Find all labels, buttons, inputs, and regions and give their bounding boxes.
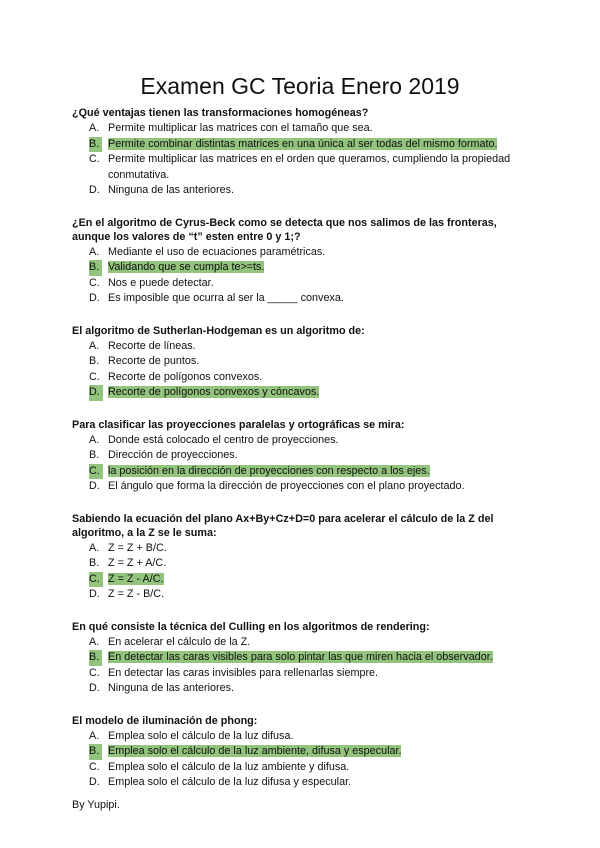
option-c: [72, 666, 532, 682]
option-d: [72, 681, 532, 697]
option-b-correct: [72, 137, 532, 153]
question-3: [72, 324, 532, 401]
option-a: [72, 635, 532, 651]
option-letter: A.: [89, 635, 100, 648]
option-text: Es imposible que ocurra al ser la _____ convexa.: [108, 292, 344, 304]
option-text: Z = Z + B/C.: [108, 541, 167, 554]
option-c: [72, 152, 532, 183]
option-c: [72, 276, 532, 292]
option-a: [72, 339, 532, 355]
question-text: El modelo de iluminación de phong:: [72, 714, 258, 727]
option-letter: B.: [89, 650, 102, 666]
option-letter: C.: [89, 153, 100, 165]
author-footer: By Yupipi.: [72, 799, 120, 811]
option-letter: B.: [89, 744, 102, 760]
question-list: [72, 106, 532, 808]
option-text: Emplea solo el cálculo de la luz ambiente, difusa y especular.: [108, 745, 402, 757]
question-text: El algoritmo de Sutherlan-Hodgeman es un algoritmo de:: [72, 324, 365, 337]
option-a: [72, 433, 532, 449]
option-letter: A.: [89, 339, 100, 352]
option-d: [72, 775, 532, 791]
option-text: Recorte de polígonos convexos.: [108, 370, 263, 383]
option-text: En acelerar el cálculo de la Z.: [108, 635, 251, 648]
option-text: Dirección de proyecciones.: [108, 449, 238, 461]
option-letter: C.: [89, 370, 100, 383]
question-text: ¿En el algoritmo de Cyrus-Beck como se detecta que nos salimos de las fronteras, aunque los valores de “t” esten entre 0 y 1;?: [72, 216, 497, 243]
option-d: [72, 183, 532, 199]
option-b-correct: [72, 260, 532, 276]
option-text: Recorte de polígonos convexos y cóncavos.: [108, 386, 320, 398]
option-a: [72, 245, 532, 261]
option-text: Z = Z - B/C.: [108, 588, 165, 600]
option-c: [72, 760, 532, 776]
option-c-correct: [72, 572, 532, 588]
option-b: [72, 556, 532, 572]
option-text: Validando que se cumpla te>=ts.: [108, 261, 265, 273]
option-letter: D.: [89, 184, 100, 196]
option-letter: B.: [89, 557, 100, 569]
option-b: [72, 354, 532, 370]
option-letter: D.: [89, 682, 100, 694]
page-title: Examen GC Teoria Enero 2019: [140, 73, 460, 99]
option-text: Mediante el uso de ecuaciones paramétricas.: [108, 245, 326, 258]
option-c-correct: [72, 464, 532, 480]
option-letter: A.: [89, 245, 100, 258]
option-text: Ninguna de las anteriores.: [108, 682, 235, 694]
option-letter: B.: [89, 260, 102, 276]
option-letter: D.: [89, 292, 100, 304]
option-letter: C.: [89, 276, 100, 289]
option-text: Emplea solo el cálculo de la luz difusa.: [108, 729, 294, 742]
option-letter: C.: [89, 760, 100, 773]
option-b: [72, 448, 532, 464]
option-a: [72, 729, 532, 745]
option-letter: B.: [89, 355, 100, 367]
option-letter: C.: [89, 572, 103, 588]
option-c: [72, 370, 532, 386]
question-7: [72, 714, 532, 791]
option-text: Nos e puede detectar.: [108, 276, 214, 289]
option-text: Recorte de líneas.: [108, 339, 196, 352]
option-text: El ángulo que forma la dirección de proyecciones con el plano proyectado.: [108, 480, 465, 492]
option-letter: C.: [89, 666, 100, 679]
option-letter: B.: [89, 449, 100, 461]
option-text: Permite multiplicar las matrices con el tamaño que sea.: [108, 122, 373, 134]
option-letter: A.: [89, 541, 100, 554]
question-6: [72, 620, 532, 697]
option-text: Z = Z - A/C.: [108, 572, 164, 585]
question-text: Sabiendo la ecuación del plano Ax+By+Cz+D=0 para acelerar el cálculo de la Z del algoritmo, a la Z se le suma:: [72, 512, 494, 539]
option-d: [72, 291, 532, 307]
option-letter: D.: [89, 385, 103, 401]
option-text: Donde está colocado el centro de proyecciones.: [108, 433, 339, 446]
option-b-correct: [72, 744, 532, 760]
option-text: Ninguna de las anteriores.: [108, 184, 235, 196]
question-1: [72, 106, 532, 199]
option-letter: A.: [89, 433, 100, 446]
option-d-correct: [72, 385, 532, 401]
question-text: ¿Qué ventajas tienen las transformaciones homogéneas?: [72, 107, 369, 119]
option-text: Emplea solo el cálculo de la luz difusa y especular.: [108, 776, 352, 788]
option-text: Emplea solo el cálculo de la luz ambiente y difusa.: [108, 760, 350, 773]
option-d: [72, 587, 532, 603]
option-text: Permite combinar distintas matrices en una única al ser todas del mismo formato.: [108, 137, 498, 150]
option-text: la posición en la dirección de proyecciones con respecto a los ejes.: [108, 464, 430, 477]
option-text: Permite multiplicar las matrices en el orden que queramos, cumpliendo la propiedad conmutativa.: [108, 153, 511, 181]
option-b-correct: [72, 650, 532, 666]
question-5: [72, 512, 532, 603]
question-4: [72, 418, 532, 495]
option-letter: A.: [89, 729, 100, 742]
question-text: Para clasificar las proyecciones paralelas y ortográficas se mira:: [72, 418, 405, 431]
question-2: [72, 216, 532, 307]
option-letter: D.: [89, 480, 100, 492]
option-text: Recorte de puntos.: [108, 355, 200, 367]
option-letter: D.: [89, 776, 100, 788]
option-letter: C.: [89, 464, 103, 480]
option-d: [72, 479, 532, 495]
option-a: [72, 121, 532, 137]
option-text: En detectar las caras visibles para solo pintar las que miren hacia el observador.: [108, 651, 493, 663]
option-a: [72, 541, 532, 557]
option-letter: A.: [89, 122, 100, 134]
option-text: Z = Z + A/C.: [108, 557, 167, 569]
option-text: En detectar las caras invisibles para rellenarlas siempre.: [108, 666, 379, 679]
option-letter: D.: [89, 588, 100, 600]
option-letter: B.: [89, 137, 102, 153]
question-text: En qué consiste la técnica del Culling en los algoritmos de rendering:: [72, 620, 430, 633]
